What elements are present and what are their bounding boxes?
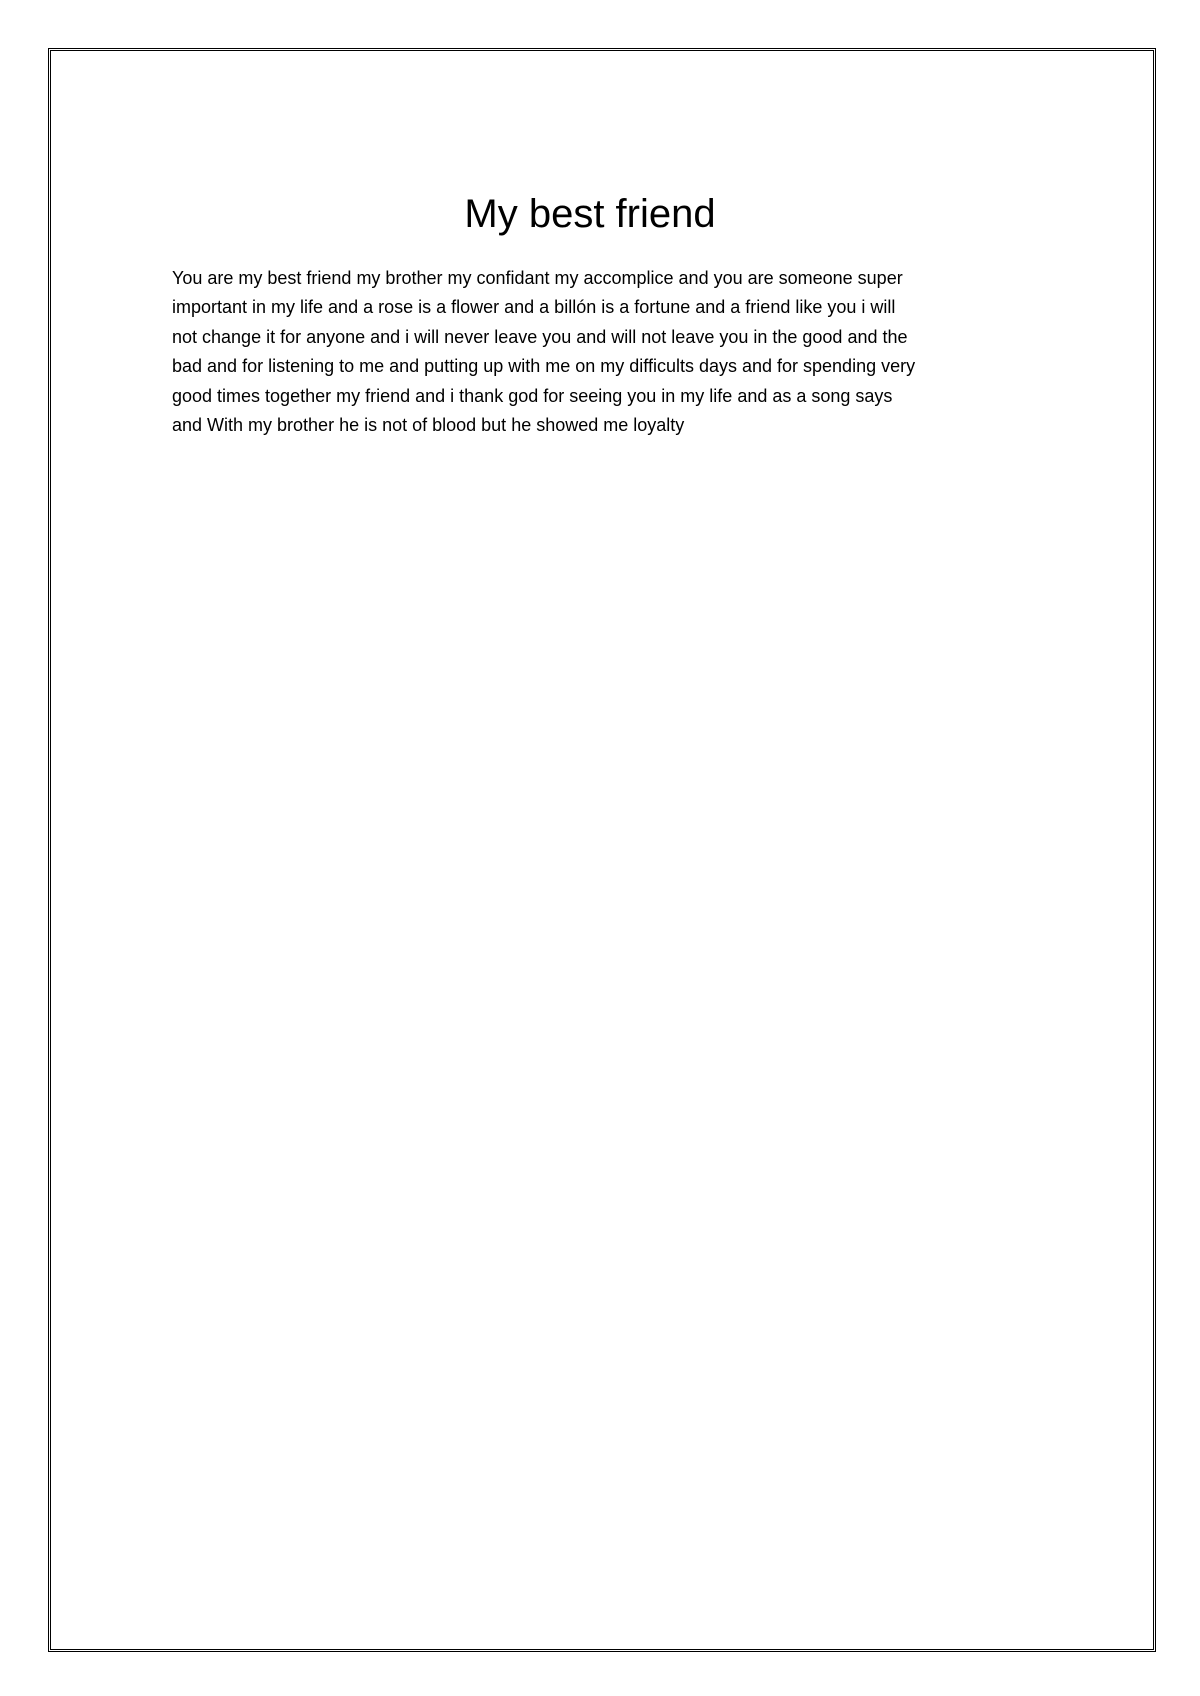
body-line: not change it for anyone and i will never leave you and will not leave you in the good and the <box>172 326 908 347</box>
body-line: and With my brother he is not of blood but he showed me loyalty <box>172 415 685 436</box>
body-line: important in my life and a rose is a flower and a billón is a fortune and a friend like you i will <box>172 297 896 318</box>
document-title: My best friend <box>464 192 716 236</box>
document-body <box>172 264 1032 440</box>
body-line: bad and for listening to me and putting up with me on my difficults days and for spending very <box>172 356 916 377</box>
body-line: You are my best friend my brother my confidant my accomplice and you are someone super <box>172 268 903 288</box>
body-line: good times together my friend and i thank god for seeing you in my life and as a song says <box>172 385 893 406</box>
